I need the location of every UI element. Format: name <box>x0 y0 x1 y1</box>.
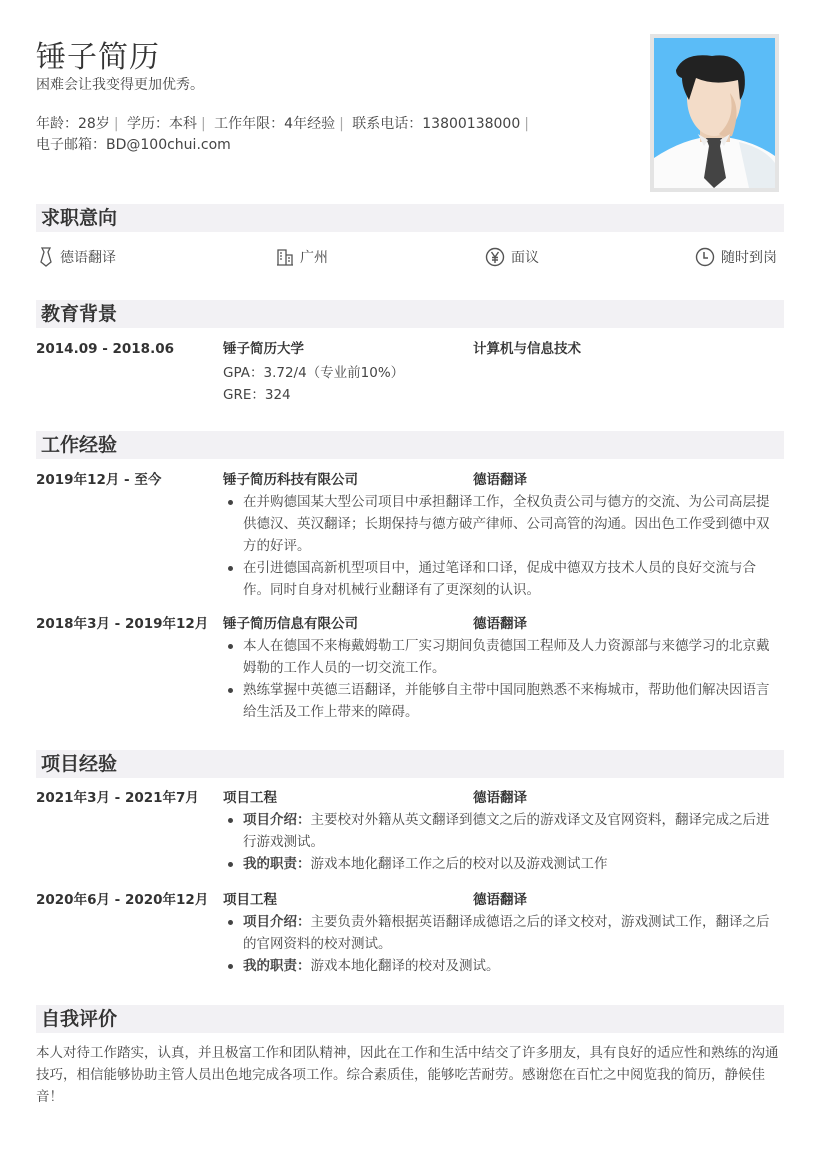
colon: ： <box>408 116 423 132</box>
intent-salary-text: 面议 <box>511 250 539 266</box>
project-date: 2020年6月 - 2020年12月 <box>36 892 209 908</box>
section-title: 项目经验 <box>41 753 118 775</box>
section-title: 求职意向 <box>41 207 118 229</box>
colon: ： <box>270 116 285 132</box>
project-role: 德语翻译 <box>473 892 527 908</box>
school-name: 锤子简历大学 <box>223 341 304 357</box>
colon: ： <box>155 116 169 132</box>
profile-photo <box>650 34 779 192</box>
project-name: 项目工程 <box>223 790 277 806</box>
work-date: 2018年3月 - 2019年12月 <box>36 616 209 632</box>
project-intro <box>223 809 784 853</box>
intent-availability-text: 随时到岗 <box>721 250 777 266</box>
intro-label: 项目介绍： <box>243 812 311 828</box>
experience-value: 4年经验 <box>284 116 336 132</box>
project-entry <box>36 787 784 875</box>
work-bullet: 在引进德国高新机型项目中，通过笔译和口译，促成中德双方技术人员的良好交流与合作。同时自身对机械行业翻译有了更深刻的认识。 <box>223 557 784 601</box>
major: 计算机与信息技术 <box>473 341 581 357</box>
candidate-name: 锤子简历 <box>36 40 160 75</box>
section-evaluation-header <box>36 1005 784 1033</box>
work-bullet: 熟练掌握中英德三语翻译，并能够自主带中国同胞熟悉不来梅城市，帮助他们解决因语言给生活及工作上带来的障碍。 <box>223 679 784 723</box>
intent-city-text: 广州 <box>300 250 328 266</box>
education-entry <box>36 338 784 406</box>
work-entry <box>36 469 784 601</box>
divider: | <box>201 116 206 132</box>
basic-info <box>36 113 533 133</box>
phone-value: 13800138000 <box>422 116 521 132</box>
email-label: 电子邮箱 <box>36 137 92 153</box>
project-name: 项目工程 <box>223 892 277 908</box>
intent-salary <box>485 247 539 267</box>
project-duty <box>223 955 784 977</box>
section-intent-header <box>36 204 784 232</box>
project-entry <box>36 889 784 977</box>
yen-icon <box>485 247 505 267</box>
email-value[interactable]: BD@100chui.com <box>106 137 231 153</box>
section-title: 工作经验 <box>41 434 118 456</box>
work-bullet: 在并购德国某大型公司项目中承担翻译工作，全权负责公司与德方的交流、为公司高层提供德汉、英汉翻译；长期保持与德方破产律师、公司高管的沟通。因出色工作受到德中双方的好评。 <box>223 491 784 557</box>
education-value: 本科 <box>169 116 197 132</box>
email-info <box>36 134 231 154</box>
tie-icon <box>38 247 54 267</box>
duty-text: 游戏本地化翻译工作之后的校对以及游戏测试工作 <box>310 856 608 872</box>
age-value: 28岁 <box>78 116 110 132</box>
motto: 困难会让我变得更加优秀。 <box>36 77 204 93</box>
job-role: 德语翻译 <box>473 616 527 632</box>
section-work-header <box>36 431 784 459</box>
company-name: 锤子简历科技有限公司 <box>223 472 358 488</box>
intent-city <box>276 247 328 267</box>
divider: | <box>339 116 344 132</box>
building-icon <box>276 248 294 266</box>
section-title: 教育背景 <box>41 303 118 325</box>
project-intro <box>223 911 784 955</box>
duty-label: 我的职责： <box>243 856 311 872</box>
duty-label: 我的职责： <box>243 958 311 974</box>
self-evaluation-text: 本人对待工作踏实，认真，并且极富工作和团队精神，因此在工作和生活中结交了许多朋友，具有良好的适应性和熟练的沟通技巧，相信能够协助主管人员出色地完成各项工作。综合素质佳，能够吃苦耐劳。感谢您在百忙之中阅览我的简历，静候佳音！ <box>36 1045 779 1105</box>
work-entry <box>36 613 784 723</box>
education-date: 2014.09 - 2018.06 <box>36 341 174 357</box>
clock-icon <box>695 247 715 267</box>
project-role: 德语翻译 <box>473 790 527 806</box>
intent-position-text: 德语翻译 <box>60 250 116 266</box>
company-name: 锤子简历信息有限公司 <box>223 616 358 632</box>
experience-label: 工作年限 <box>214 116 271 132</box>
intent-availability <box>695 247 777 267</box>
intro-text: 主要校对外籍从英文翻译到德文之后的游戏译文及官网资料，翻译完成之后进行游戏测试。 <box>243 812 770 850</box>
gre: GRE：324 <box>223 387 291 403</box>
intro-label: 项目介绍： <box>243 914 311 930</box>
section-education-header <box>36 300 784 328</box>
age-label: 年龄 <box>36 116 64 132</box>
divider: | <box>113 116 119 132</box>
intent-position <box>38 247 116 267</box>
project-duty <box>223 853 784 875</box>
phone-label: 联系电话 <box>352 116 409 132</box>
section-title: 自我评价 <box>41 1008 118 1030</box>
colon: ： <box>92 137 106 153</box>
work-bullet: 本人在德国不来梅戴姆勒工厂实习期间负责德国工程师及人力资源部与来德学习的北京戴姆勒的工作人员的一切交流工作。 <box>223 635 784 679</box>
duty-text: 游戏本地化翻译的校对及测试。 <box>310 958 500 974</box>
work-date: 2019年12月 - 至今 <box>36 472 162 488</box>
divider: | <box>524 116 529 132</box>
avatar-illustration <box>654 38 775 188</box>
gpa: GPA：3.72/4（专业前10%） <box>223 365 405 381</box>
job-role: 德语翻译 <box>473 472 527 488</box>
project-date: 2021年3月 - 2021年7月 <box>36 790 199 806</box>
education-label: 学历 <box>127 116 155 132</box>
colon: ： <box>64 116 78 132</box>
section-project-header <box>36 750 784 778</box>
intro-text: 主要负责外籍根据英语翻译成德语之后的译文校对，游戏测试工作，翻译之后的官网资料的校对测试。 <box>243 914 770 952</box>
